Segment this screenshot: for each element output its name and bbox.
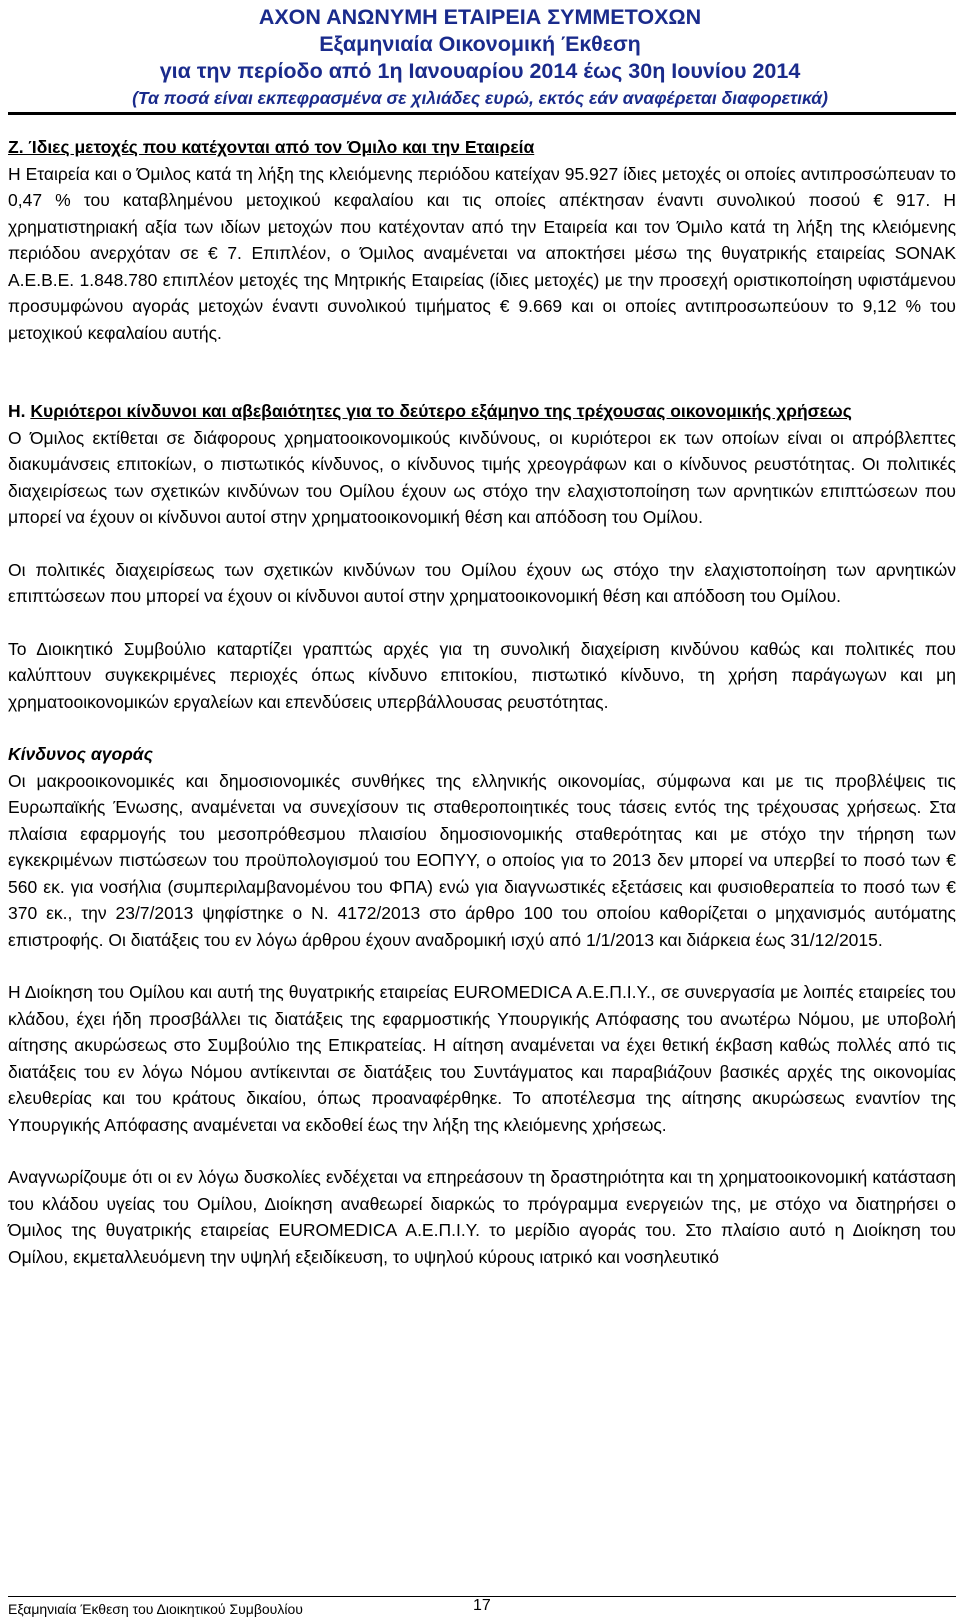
- market-risk-paragraph-2: Η Διοίκηση του Ομίλου και αυτή της θυγατρικής εταιρείας EUROMEDICA Α.Ε.Π.Ι.Υ., σε συνεργασία με λοιπές εταιρείες του κλάδου, έχει ήδη προσβάλλει τις διατάξεις της εφαρμοστικής Υπουργικής Απόφασης του ανωτέρω Νόμου, με υποβολή αίτησης ακυρώσεως στο Συμβούλιο της Επικρατείας. Η αίτηση αναμένεται να έχει θετική έκβαση καθώς πολλές από τις διατάξεις του εν λόγω Νόμου αντίκεινται σε διατάξεις του Συντάγματος και παραβιάζουν βασικές αρχές της οικονομίας ελευθερίας και του κράτους δικαίου, όπως προαναφέρθηκε. Το αποτέλεσμα της αίτησης ακυρώσεως εναντίον της Υπουργικής Απόφασης αναμένεται να εκδοθεί έως την λήξη της κλειόμενης χρήσεως.: [8, 982, 956, 1135]
- report-title: Εξαμηνιαία Οικονομική Έκθεση: [319, 32, 641, 56]
- section-h-title: Κυριότεροι κίνδυνοι και αβεβαιότητες για το δεύτερο εξάμηνο της τρέχουσας οικονομικής χρήσεως: [30, 401, 852, 421]
- footer-label: Εξαμηνιαία Έκθεση του Διοικητικού Συμβουλίου: [8, 1601, 303, 1617]
- section-z-body: Η Εταιρεία και ο Όμιλος κατά τη λήξη της κλειόμενης περιόδου κατείχαν 95.927 ίδιες μετοχές οι οποίες αντιπροσώπευαν το 0,47 % του καταβλημένου μετοχικού κεφαλαίου και τις οποίες απέκτησαν έναντι συνολικού ποσού € 917. Η χρηματιστηριακή αξία των ιδίων μετοχών που κατέχονταν από την Εταιρεία και τον Όμιλο κατά τη λήξη της κλειόμενης περιόδου ανερχόταν σε € 7. Επιπλέον, ο Όμιλος αναμένεται να αποκτήσει μέσω της θυγατρικής εταιρείας SONAK Α.Ε.Β.Ε. 1.848.780 επιπλέον μετοχές της Μητρικής Εταιρείας (ίδιες μετοχές) με την προσεχή οριστικοποίηση υφιστάμενου προσυμφώνου αγοράς μετοχών έναντι συνολικού τιμήματος € 9.669 και οι οποίες αντιπροσωπεύουν το 9,12 % του μετοχικού κεφαλαίου αυτής.: [8, 163, 956, 343]
- section-h-heading: [8, 398, 956, 425]
- header-divider: [8, 112, 956, 115]
- section-h-paragraph-2: Οι πολιτικές διαχειρίσεως των σχετικών κινδύνων του Ομίλου έχουν ως στόχο την ελαχιστοποίηση των αρνητικών επιπτώσεων που μπορεί να έχουν οι κίνδυνοι αυτοί στην χρηματοοικονομική θέση και απόδοση του Ομίλου.: [8, 559, 956, 606]
- market-risk-paragraph-1: Οι μακροοικονομικές και δημοσιονομικές συνθήκες της ελληνικής οικονομίας, σύμφωνα και με τις προβλέψεις τις Ευρωπαϊκής Ένωσης, αναμένεται να συνεχίσουν τις σταθεροποιητικές τους τάσεις εντός της τρέχουσας χρήσεως. Στα πλαίσια εφαρμογής του μεσοπρόθεσμου πλαισίου δημοσιονομικής σταθερότητας και με στόχο την τήρηση των εγκεκριμένων πιστώσεων του προϋπολογισμού του ΕΟΠΥΥ, ο οποίος για το 2013 δεν μπορεί να υπερβεί το ποσό των € 560 εκ. για νοσήλια (συμπεριλαμβανομένου του ΦΠΑ) ενώ για διαγνωστικές εξετάσεις και φυσιοθεραπεία το ποσό των € 370 εκ., την 23/7/2013 ψηφίστηκε ο Ν. 4172/2013 στο άρθρο 100 του οποίου καθορίζεται ο μηχανισμός αυτόματης επιστροφής. Οι διατάξεις του εν λόγω άρθρου έχουν αναδρομική ισχύ από 1/1/2013 και διάρκεια έως 31/12/2015.: [8, 770, 956, 950]
- market-risk-paragraph-3: Αναγνωρίζουμε ότι οι εν λόγω δυσκολίες ενδέχεται να επηρεάσουν τη δραστηριότητα και τη χρηματοοικονομική κατάσταση του κλάδου υγείας του Ομίλου, Διοίκηση αναθεωρεί διαρκώς το πρόγραμμα ενεργειών της, με στόχο να διατηρήσει ο Όμιλος της θυγατρικής εταιρείας EUROMEDICA Α.Ε.Π.Ι.Υ. το μερίδιο αγοράς του. Στο πλαίσιο αυτό η Διοίκηση του Ομίλου, εκμεταλλευόμενη την υψηλή εξειδίκευση, το υψηλού κύρους ιατρικό και νοσηλευτικό: [8, 1167, 956, 1267]
- document-header: [0, 4, 960, 111]
- page-number: 17: [473, 1597, 491, 1614]
- market-risk-heading: [8, 741, 956, 768]
- section-h-paragraph-1: Ο Όμιλος εκτίθεται σε διάφορους χρηματοοικονομικούς κινδύνους, οι κυριότεροι εκ των οποίων είναι οι απρόβλεπτες διακυμάνσεις επιτοκίων, ο πιστωτικός κίνδυνος, ο κίνδυνος τιμής χρεογράφων και ο κίνδυνος ρευστότητας. Οι πολιτικές διαχειρίσεως των σχετικών κινδύνων του Ομίλου έχουν ως στόχο την ελαχιστοποίηση των αρνητικών επιπτώσεων που μπορεί να έχουν οι κίνδυνοι αυτοί στην χρηματοοικονομική θέση και απόδοση του Ομίλου.: [8, 427, 956, 527]
- market-risk-title: Κίνδυνος αγοράς: [8, 744, 153, 764]
- section-h-paragraph-3: Το Διοικητικό Συμβούλιο καταρτίζει γραπτώς αρχές για τη συνολική διαχείριση κινδύνου καθώς και πολιτικές που καλύπτουν συγκεκριμένες περιοχές όπως κίνδυνο επιτοκίου, πιστωτικό κίνδυνο, τη χρήση παράγωγων και μη χρηματοοικονομικών εργαλείων και επενδύσεις υπερβάλλουσας ρευστότητας.: [8, 638, 956, 712]
- section-h-letter: Η.: [8, 401, 26, 421]
- company-name: ΑΧΟΝ ΑΝΩΝΥΜΗ ΕΤΑΙΡΕΙΑ ΣΥΜΜΕΤΟΧΩΝ: [258, 5, 702, 29]
- currency-note: (Τα ποσά είναι εκπεφρασμένα σε χιλιάδες ευρώ, εκτός εάν αναφέρεται διαφορετικά): [132, 88, 828, 108]
- document-body: [8, 134, 956, 1270]
- page-footer: [8, 1596, 956, 1621]
- section-z-title: Ζ. Ίδιες μετοχές που κατέχονται από τον Όμιλο και την Εταιρεία: [8, 137, 535, 157]
- report-period: για την περίοδο από 1η Ιανουαρίου 2014 έως 30η Ιουνίου 2014: [159, 59, 801, 83]
